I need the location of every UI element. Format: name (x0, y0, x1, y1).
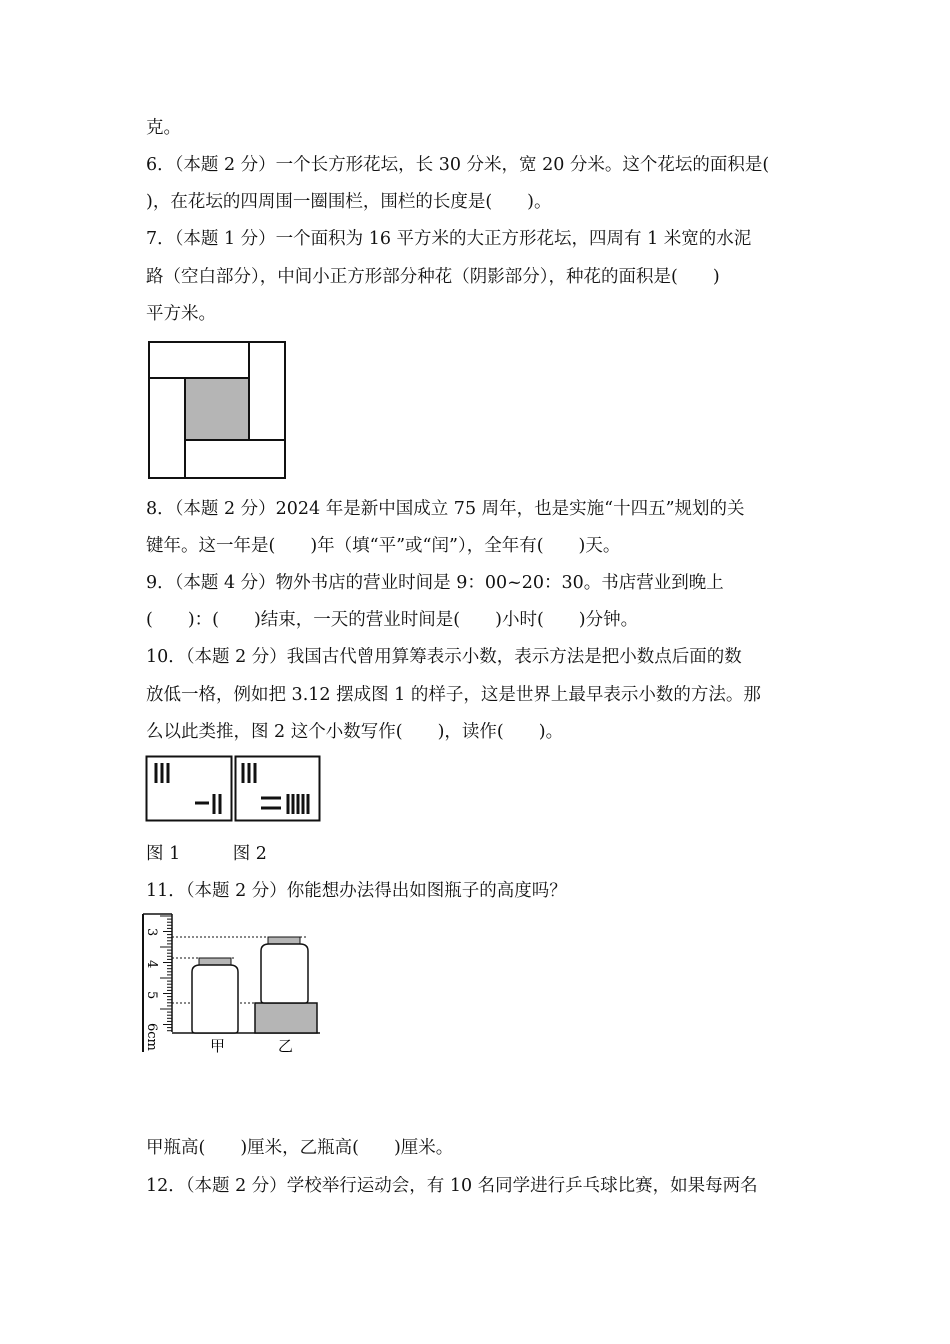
gray-block (255, 1003, 317, 1033)
question-9-line-1: 9．（本题 4 分）物外书店的营业时间是 9：00~20：30。书店营业到晚上 (146, 573, 724, 593)
bottle-ruler-figure (140, 910, 330, 1060)
figure-labels: 图 1 图 2 (146, 844, 267, 864)
question-6-line-2: )，在花坛的四周围一圈围栏，围栏的长度是( )。 (146, 192, 552, 212)
bottle-jia-cap (199, 958, 231, 965)
ruler-label-6: 6cm (144, 1023, 159, 1051)
bottle-jia-label: 甲 (210, 1037, 226, 1055)
ruler-label-5: 5 (144, 991, 159, 1000)
question-12-line-1: 12．（本题 2 分）学校举行运动会，有 10 名同学进行乒乓球比赛，如果每两名 (146, 1176, 758, 1196)
question-10-line-1: 10．（本题 2 分）我国古代曾用算筹表示小数，表示方法是把小数点后面的数 (146, 647, 742, 667)
question-10-line-2: 放低一格，例如把 3.12 摆成图 1 的样子，这是世界上最早表示小数的方法。那 (146, 685, 761, 705)
bottle-yi (261, 944, 308, 1003)
bottle-yi-cap (268, 937, 300, 944)
question-9-line-2: ( )：( )结束，一天的营业时间是( )小时( )分钟。 (146, 610, 639, 630)
question-7-line-3: 平方米。 (146, 304, 216, 324)
bottle-jia (192, 965, 238, 1033)
question-7-line-2: 路（空白部分），中间小正方形部分种花（阴影部分），种花的面积是( ) (146, 267, 720, 287)
text-line-fragment: 克。 (146, 118, 181, 138)
question-7-line-1: 7．（本题 1 分）一个面积为 16 平方米的大正方形花坛，四周有 1 米宽的水泥 (146, 229, 752, 249)
flowerbed-diagram (148, 340, 288, 480)
ruler-label-4: 4 (144, 960, 159, 969)
question-6-line-1: 6．（本题 2 分）一个长方形花坛，长 30 分米，宽 20 分米。这个花坛的面积是( (146, 155, 770, 175)
counting-rods-figure (145, 755, 325, 825)
ruler-label-3: 3 (144, 928, 159, 937)
question-8-line-2: 键年。这一年是( )年（填“平”或“闰”），全年有( )天。 (146, 536, 621, 556)
question-11-line-2: 甲瓶高( )厘米，乙瓶高( )厘米。 (146, 1138, 454, 1158)
question-8-line-1: 8．（本题 2 分）2024 年是新中国成立 75 周年，也是实施“十四五”规划的关 (146, 499, 745, 519)
question-10-line-3: 么以此类推，图 2 这个小数写作( )，读作( )。 (146, 722, 564, 742)
question-11-line-1: 11．（本题 2 分）你能想办法得出如图瓶子的高度吗？ (146, 881, 567, 901)
bottle-yi-label: 乙 (278, 1037, 294, 1055)
shaded-flower-area (185, 378, 249, 440)
ruler-ticks (160, 916, 172, 1031)
